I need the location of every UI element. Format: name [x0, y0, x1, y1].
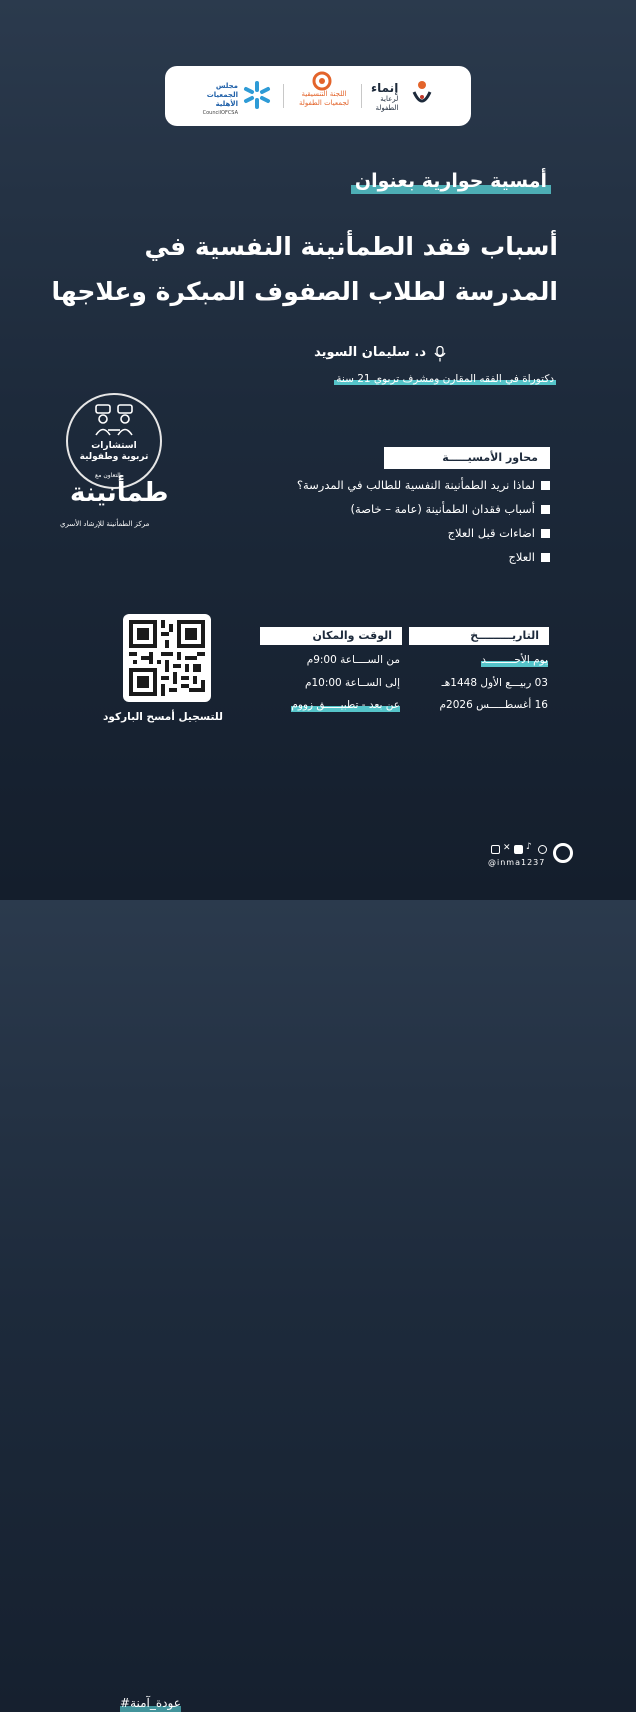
bullet-square-icon	[541, 505, 550, 514]
council-name: مجلس الجمعيات الأهلية	[206, 82, 238, 108]
axis-item-text: لماذا نريد الطمأنينة النفسية للطالب في المدرسة؟	[296, 478, 535, 492]
qr-label: للتسجيل أمسح الباركود	[103, 711, 223, 723]
council-logo-text	[200, 82, 238, 118]
speaker-bio-wrap	[334, 373, 556, 385]
time-row	[305, 677, 400, 689]
date-row-text: يوم الأحـــــــــد	[481, 654, 548, 666]
date-row-text: 03 ربيـــع الأول 1448هـ	[441, 677, 548, 689]
axes-list	[220, 478, 550, 574]
committee-line1: اللجنة التنسيقية	[301, 90, 347, 98]
date-row	[440, 699, 548, 711]
inma-line3: الطفولة	[375, 104, 399, 112]
committee-line2: لجمعيات الطفولة	[299, 99, 349, 107]
inma-line2: لرعاية	[380, 95, 399, 103]
council-name-en: CouncilOFCSA	[202, 110, 238, 116]
time-row-text: عن بعد - تطبيـــــق زووم	[291, 699, 400, 711]
badge-text	[68, 441, 160, 463]
snapchat-icon[interactable]	[538, 845, 547, 854]
bullet-square-icon	[541, 481, 550, 490]
social-handle: @inma1237	[488, 858, 546, 867]
time-place-header-text: الوقت والمكان	[312, 629, 392, 642]
partner-brand-name: طمأنينة	[70, 478, 169, 508]
time-row-text: من الســــاعة 9:00م	[306, 654, 400, 666]
time-row	[291, 699, 400, 711]
campaign-hashtag: #عودة_آمنة	[120, 1696, 181, 1710]
axis-item-text: أسباب فقدان الطمأنينة (عامة – خاصة)	[350, 502, 535, 516]
axes-header: محاور الأمسيـــــة	[442, 451, 538, 464]
bullet-square-icon	[541, 529, 550, 538]
logo-separator	[361, 84, 362, 108]
speaker-bio: دكتوراة في الفقه المقارن ومشرف تربوي 21 سنة	[336, 373, 554, 385]
logo-separator	[283, 84, 284, 108]
bullet-square-icon	[541, 553, 550, 562]
partner-brand-subtitle: مركز الطمأنينة للإرشاد الأسري	[60, 520, 150, 528]
date-header	[409, 627, 549, 645]
time-row-text: إلى الســاعة 10:00م	[304, 677, 400, 689]
tiktok-icon[interactable]: ♪	[526, 842, 532, 852]
event-title-line1: أسباب فقد الطمأنينة النفسية في	[144, 232, 558, 261]
qr-code-icon	[129, 620, 205, 696]
microphone-icon	[434, 346, 446, 362]
event-title-line2: المدرسة لطلاب الصفوف المبكرة وعلاجها	[51, 277, 558, 306]
partner-logos-bar	[165, 66, 471, 126]
list-item	[220, 526, 550, 550]
subtitle-wrap	[351, 170, 551, 192]
time-place-header	[260, 627, 402, 645]
inma-figure-icon	[411, 80, 433, 110]
date-row	[442, 677, 548, 689]
date-row-text: 16 أغسطـــــس 2026م	[439, 699, 548, 711]
axis-item-text: العلاج	[508, 550, 535, 564]
speaker-name: د. سليمان السويد	[314, 345, 426, 360]
hashtag-wrap	[60, 846, 181, 1710]
badge-line1: استشارات	[91, 441, 137, 451]
registration-qr-code[interactable]	[123, 614, 211, 702]
x-icon[interactable]: ✕	[503, 843, 511, 853]
time-row	[307, 654, 400, 666]
committee-logo-text	[293, 90, 355, 108]
axes-header-box	[384, 447, 550, 469]
people-talking-icon	[92, 403, 136, 437]
list-item	[220, 550, 550, 574]
inma-logo-text	[371, 82, 398, 113]
inma-name: إنماء	[371, 81, 399, 95]
date-row	[481, 654, 548, 666]
council-star-icon	[242, 80, 272, 110]
list-item	[220, 502, 550, 526]
instagram-icon[interactable]	[491, 845, 500, 854]
date-header-text: التاريـــــــــخ	[470, 629, 539, 642]
committee-emblem-icon	[311, 71, 333, 91]
list-item	[220, 478, 550, 502]
collaboration-label: بالتعاون مع	[95, 472, 123, 479]
axis-item-text: اضاءات قبل العلاج	[447, 526, 535, 540]
inma-mark-icon	[553, 843, 573, 863]
badge-line2: تربوية وطفولية	[79, 452, 149, 462]
youtube-icon[interactable]	[514, 845, 523, 854]
event-subtitle: أمسية حوارية بعنوان	[351, 170, 551, 192]
